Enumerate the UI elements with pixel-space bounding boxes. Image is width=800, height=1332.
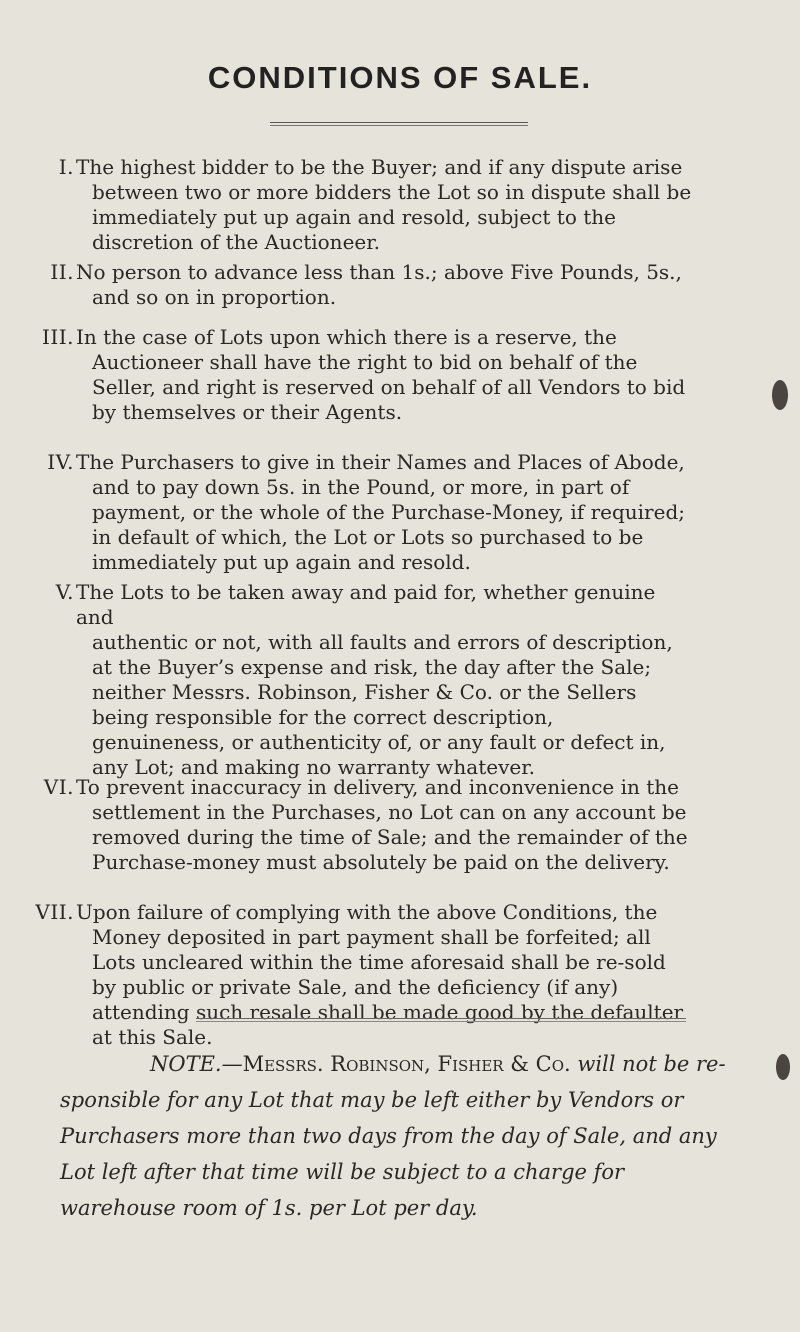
note-first-line [60,1046,736,1082]
note-first-line-tail: will not be re- [570,1052,726,1076]
conditions-divider [196,1018,686,1022]
firm-name: Messrs. Robinson, Fisher & Co. [242,1052,571,1076]
edge-stain [776,1054,790,1080]
condition-first-line: In the case of Lots upon which there is a reserve, the [76,325,617,349]
condition-number: VI. [43,775,74,799]
condition-text: Money deposited in part payment shall be forfeited; all Lots uncleared within the time aforesaid shall be re-sold by public or private Sale, and the deficiency (if any) attending such resale shall be made good by the defaulter at this Sale. [92,925,684,1049]
condition-text: authentic or not, with all faults and errors of description, at the Buyer’s expense and risk, the day after the Sale; neither Messrs. Robinson, Fisher & Co. or the Sellers being responsible for the correct description, genuineness, or authenticity of, or any fault or defect in, any Lot; and making no warranty whatever. [92,630,673,779]
condition-first-line: The Lots to be taken away and paid for, whether genuine and [76,580,656,629]
condition-text: settlement in the Purchases, no Lot can on any account be removed during the time of Sale; and the remainder of the Purchase-money must absolutely be paid on the delivery. [92,800,688,874]
edge-stain [772,380,788,410]
condition-first-line: The Purchasers to give in their Names and Places of Abode, [76,450,685,474]
condition-number: IV. [47,450,74,474]
note-label: NOTE.— [150,1052,243,1076]
condition-text: and to pay down 5s. in the Pound, or more, in part of payment, or the whole of the Purchase-Money, if required; in default of which, the Lot or Lots so purchased to be immediately put up again and resold. [92,475,685,574]
note-paragraph [60,1046,736,1226]
condition-number: VII. [35,900,74,924]
note-text: sponsible for any Lot that may be left either by Vendors or Purchasers more than two days from the day of Sale, and any Lot left after that time will be subject to a charge for warehouse room of 1s. per Lot per day. [60,1088,717,1220]
condition-first-line: Upon failure of complying with the above Conditions, the [76,900,658,924]
page-title: CONDITIONS OF SALE. [207,60,593,95]
condition-text: Auctioneer shall have the right to bid on behalf of the Seller, and right is reserved on behalf of all Vendors to bid by themselves or their Agents. [92,350,686,424]
condition-number: III. [41,325,74,349]
condition-first-line: The highest bidder to be the Buyer; and if any dispute arise [76,155,683,179]
condition-number: I. [58,155,74,179]
condition-number: V. [55,580,74,604]
condition-first-line: To prevent inaccuracy in delivery, and inconvenience in the [76,775,680,799]
condition-first-line: No person to advance less than 1s.; above Five Pounds, 5s., [76,260,682,284]
title-rule [270,122,528,126]
condition-text: and so on in proportion. [92,285,337,309]
condition-number: II. [50,260,74,284]
condition-text: between two or more bidders the Lot so in dispute shall be immediately put up again and resold, subject to the discretion of the Auctioneer. [92,180,692,254]
